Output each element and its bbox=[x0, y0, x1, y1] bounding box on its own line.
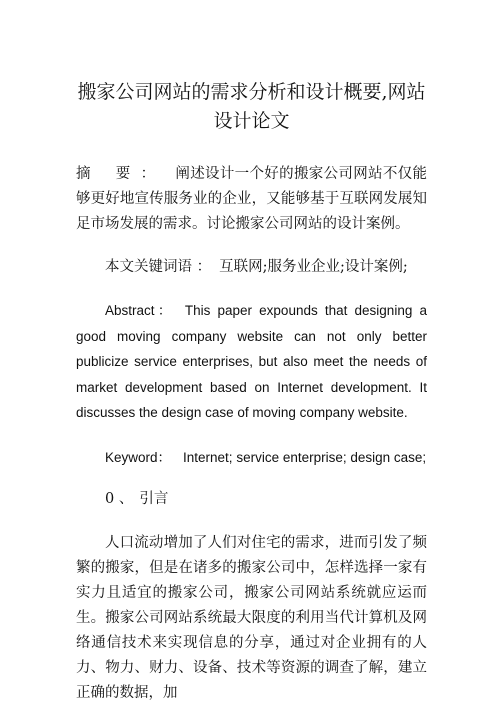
chinese-abstract-text: 阐述设计一个好的搬家公司网站不仅能够更好地宣传服务业的企业，又能够基于互联网发展知足市场发展的需求。讨论搬家公司网站的设计案例。 bbox=[76, 166, 428, 232]
english-keywords-text: Internet; service enterprise; design case; bbox=[183, 449, 427, 465]
chinese-abstract bbox=[76, 162, 427, 237]
english-keywords bbox=[76, 445, 427, 471]
section-title: 引言 bbox=[139, 491, 169, 507]
english-abstract-text: This paper expounds that designing a good moving company website can not only better publicize service enterprises, but also meet the needs of market development based on Internet development. It discusses the design case of moving company website. bbox=[76, 303, 427, 420]
paper-title bbox=[76, 78, 427, 136]
body-paragraph: 人口流动增加了人们对住宅的需求，进而引发了频繁的搬家，但是在诸多的搬家公司中，怎样选择一家有实力且适宜的搬家公司，搬家公司网站系统就应运而生。搬家公司网站系统最大限度的利用当代计算机及网络通信技术来实现信息的分享，通过对企业拥有的人力、物力、财力、设备、技术等资源的调查了解，建立正确的数据，加 bbox=[76, 535, 427, 701]
paper-title-line-1: 搬家公司网站的需求分析和设计概要,网站 bbox=[77, 81, 426, 103]
chinese-keywords-text: 互联网;服务业企业;设计案例; bbox=[219, 259, 408, 275]
chinese-keywords-label: 本文关键词语 ： bbox=[105, 259, 212, 275]
section-number: 0 、 bbox=[105, 491, 134, 507]
section-heading bbox=[76, 487, 427, 512]
english-abstract bbox=[76, 298, 427, 426]
chinese-abstract-label: 摘 要： bbox=[76, 166, 166, 182]
english-keywords-label: Keyword： bbox=[105, 449, 172, 465]
chinese-keywords bbox=[76, 255, 427, 280]
paper-title-line-2: 设计论文 bbox=[213, 110, 290, 132]
english-abstract-label: Abstract： bbox=[105, 303, 175, 318]
